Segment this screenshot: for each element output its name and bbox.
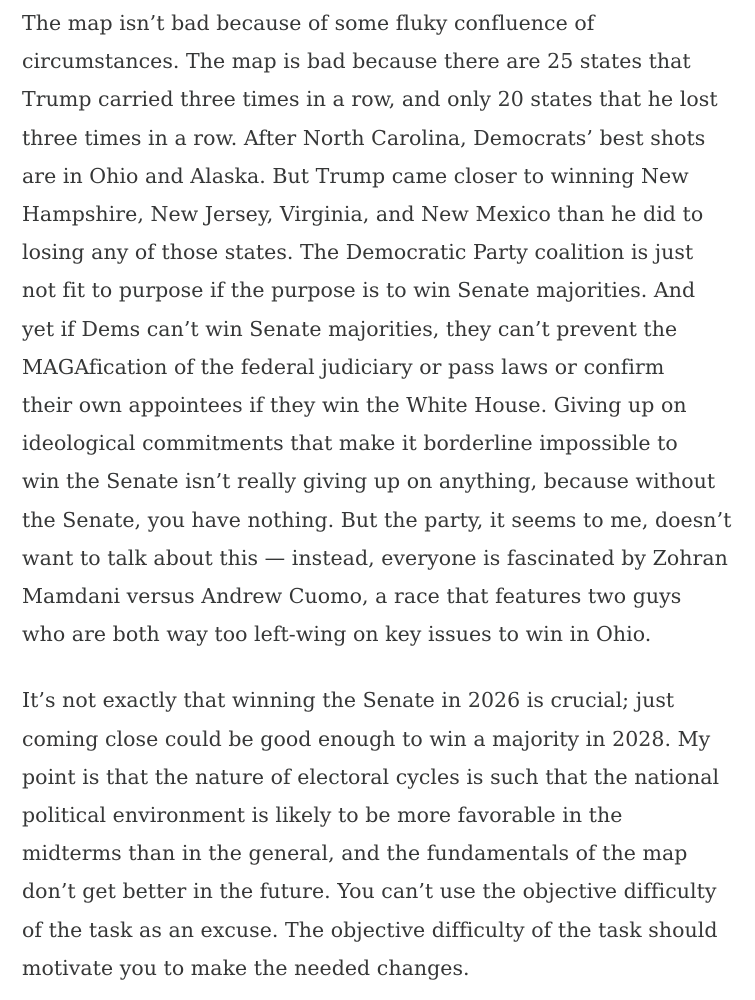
text-line: yet if Dems can’t win Senate majorities, they can’t prevent the — [22, 316, 678, 341]
text-line: circumstances. The map is bad because there are 25 states that — [22, 49, 691, 74]
text-line: MAGAfication of the federal judiciary or pass laws or confirm — [22, 354, 665, 379]
text-line: want to talk about this — instead, everyone is fascinated by Zohran — [22, 545, 728, 570]
text-line: losing any of those states. The Democratic Party coalition is just — [22, 240, 694, 265]
text-line: the Senate, you have nothing. But the party, it seems to me, doesn’t — [22, 507, 732, 532]
article-body — [22, 4, 734, 987]
text-line: are in Ohio and Alaska. But Trump came closer to winning New — [22, 163, 689, 188]
text-line: motivate you to make the needed changes. — [22, 955, 470, 980]
text-line: It’s not exactly that winning the Senate in 2026 is crucial; just — [22, 688, 675, 713]
text-line: don’t get better in the future. You can’t use the objective difficulty — [22, 879, 717, 904]
text-line: point is that the nature of electoral cycles is such that the national — [22, 764, 720, 789]
text-line: win the Senate isn’t really giving up on anything, because without — [22, 469, 716, 494]
paragraph — [22, 4, 734, 653]
text-line: midterms than in the general, and the fundamentals of the map — [22, 841, 688, 866]
text-line: The map isn’t bad because of some fluky confluence of — [22, 11, 595, 35]
text-line: ideological commitments that make it borderline impossible to — [22, 431, 678, 456]
text-line: their own appointees if they win the White House. Giving up on — [22, 393, 687, 418]
text-line: Mamdani versus Andrew Cuomo, a race that features two guys — [22, 584, 682, 609]
text-line: who are both way too left-wing on key issues to win in Ohio. — [22, 622, 652, 647]
text-line: Hampshire, New Jersey, Virginia, and New Mexico than he did to — [22, 202, 704, 227]
text-line: coming close could be good enough to win a majority in 2028. My — [22, 726, 711, 751]
paragraph — [22, 681, 734, 987]
text-line: not fit to purpose if the purpose is to win Senate majorities. And — [22, 278, 696, 303]
text-line: Trump carried three times in a row, and only 20 states that he lost — [22, 87, 718, 112]
text-line: political environment is likely to be more favorable in the — [22, 803, 623, 828]
text-line: of the task as an excuse. The objective difficulty of the task should — [22, 917, 718, 942]
text-line: three times in a row. After North Carolina, Democrats’ best shots — [22, 125, 706, 150]
